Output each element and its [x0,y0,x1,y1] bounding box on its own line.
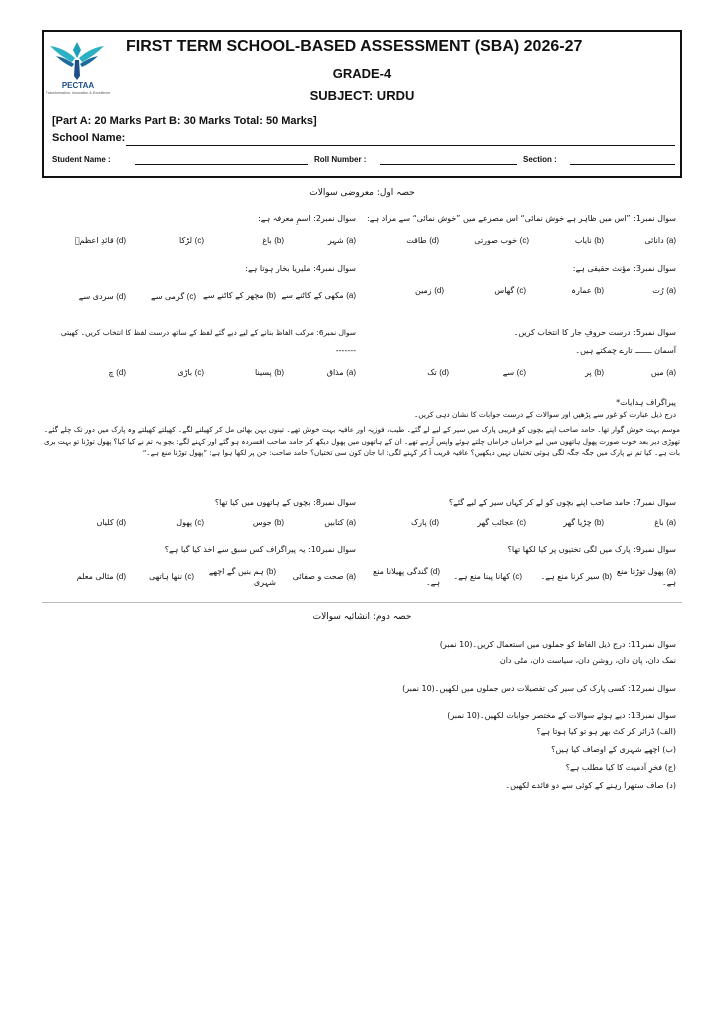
q8-option-a[interactable]: (a) کتابیں [324,518,356,527]
paragraph-direction: درج ذیل عبارت کو غور سے پڑھیں اور سوالات کے درست جوابات کا نشان دہی کریں۔ [413,410,676,419]
q5-text: سوال نمبر5: درست حروفِ جار کا انتخاب کریں۔ [513,328,676,337]
q7-option-b[interactable]: (b) چڑیا گھر [563,518,604,527]
q5-sentence: آسمان ـــــــ تارے چمکتے ہیں۔ [575,346,676,355]
section-divider [42,602,682,603]
q1-option-d[interactable]: (d) طاقت [406,236,439,245]
q10-option-b[interactable]: (b) ہم بنیں گے اچھے شہری [208,567,276,587]
roll-number-label: Roll Number : [314,155,367,164]
paragraph-instructions: پیراگراف ہدایات* [616,398,676,407]
assessment-title: FIRST TERM SCHOOL-BASED ASSESSMENT (SBA) 2026-27 [126,38,583,55]
q10-option-d[interactable]: (d) مثالی معلم [76,572,126,581]
q6-text: سوال نمبر6: مرکب الفاظ بنانے کے لیے دیے گئے لفظ کے ساتھ درست لفظ کا انتخاب کریں۔ کھیتی [60,328,356,337]
q2-option-a[interactable]: (a) شہر [327,236,356,245]
q8-option-c[interactable]: (c) پھول [176,518,204,527]
q10-text: سوال نمبر10: یہ پیراگراف کس سبق سے اخذ کیا گیا ہے؟ [164,545,356,554]
roll-number-field[interactable] [380,164,517,165]
logo-name: PECTAA [61,81,95,90]
q11-text: سوال نمبر11: درج ذیل الفاظ کو جملوں میں استعمال کریں۔(10 نمبر) [439,640,676,649]
q6-option-a[interactable]: (a) مذاق [326,368,356,377]
q13-part-c: (ج) فخرِ آدمیت کا کیا مطلب ہے؟ [565,763,676,772]
school-name-field[interactable] [126,145,675,146]
section-field[interactable] [570,164,675,165]
q10-option-c[interactable]: (c) ننھا ہاتھی [149,572,194,581]
q13-part-a: (الف) ڈرائر کر کٹ بھر ہو تو کیا ہوتا ہے؟ [536,727,676,736]
q4-option-a[interactable]: (a) مکھی کے کاٹنے سے [281,291,356,300]
q4-text: سوال نمبر4: ملیریا بخار ہوتا ہے: [245,264,356,273]
q2-option-d[interactable]: (d) قائدِ اعظمؒ [74,236,126,245]
q5-option-b[interactable]: (b) پر [585,368,604,377]
student-name-label: Student Name : [52,155,111,164]
student-name-field[interactable] [135,164,308,165]
q6-option-b[interactable]: (b) پسینا [255,368,284,377]
q8-text: سوال نمبر8: بچوں کے ہاتھوں میں کیا تھا؟ [214,498,356,507]
q7-option-a[interactable]: (a) باغ [654,518,676,527]
q8-option-d[interactable]: (d) کلیاں [96,518,126,527]
q13-part-b: (ب) اچھے شہری کے اوصاف کیا ہیں؟ [551,745,676,754]
grade-label: GRADE-4 [332,66,392,81]
q6-blank[interactable]: ------- [335,346,356,355]
reading-paragraph: موسم بہت خوش گوار تھا۔ حامد صاحب اپنے بچوں کو قریبی پارک میں سیر کے لیے لے گئے۔ طیب، فوزیہ اور عافیہ بہت خوش تھے۔ تینوں بہن بھائی مل کر کھیلنے لگے۔ کھیلتے کھیلتے وہ پارک میں دور تک چلے گئے۔ تھوڑی دیر بعد خوب صورت پھول ہاتھوں میں لیے خراماں خراماں چلتے ہوئے واپس آرہے تھے۔ ان کے ہاتھوں میں پھول دیکھ کر حامد صاحب افسردہ ہو گئے اور کہنے لگے: بچو یہ تم نے کیا کیا؟ پھول توڑنا تو بہت بری بات ہے۔ کیا تم نے پارک میں جگہ جگہ لگی ہوئی تختیاں نہیں دیکھیں؟ عافیہ قریب آ کر کہنے لگی: ابا جان کون سی تختیاں؟ حامد صاحب: جن پر لکھا ہوا ہے: ”پھول توڑنا منع ہے۔“ [44,425,680,457]
school-name-label: School Name: [52,132,126,144]
q8-option-b[interactable]: (b) جوس [252,518,284,527]
q3-option-a[interactable]: (a) رُت [652,286,676,295]
q1-option-b[interactable]: (b) نایاب [574,236,604,245]
q1-option-c[interactable]: (c) خوب صورتی [474,236,529,245]
q2-option-c[interactable]: (c) لڑکا [179,236,204,245]
q12-text: سوال نمبر12: کسی پارک کی سیر کی تفصیلات دس جملوں میں لکھیں۔(10 نمبر) [402,684,676,693]
subject-label: SUBJECT: URDU [309,88,415,103]
q3-option-d[interactable]: (d) زمین [415,286,444,295]
q9-option-c[interactable]: (c) کھانا پینا منع ہے۔ [453,572,522,581]
q6-option-c[interactable]: (c) باڑی [177,368,204,377]
q7-text: سوال نمبر7: حامد صاحب اپنے بچوں کو لے کر کہاں سیر کے لیے گئے؟ [448,498,676,507]
q4-option-d[interactable]: (d) سردی سے [78,292,126,301]
q2-text: سوال نمبر2: اسمِ معرفہ ہے: [258,214,356,223]
q1-text: سوال نمبر1: ”اس میں ظاہر ہے خوش نمائی“ اس مصرعے میں ”خوش نمائی“ سے مراد ہے: [367,214,676,223]
q6-option-d[interactable]: (d) چ [108,368,126,377]
part-a-heading: حصہ اول: معروضی سوالات [309,188,415,198]
q7-option-d[interactable]: (d) پارک [410,518,439,527]
q13-text: سوال نمبر13: دیے ہوئے سوالات کے مختصر جوابات لکھیں۔(10 نمبر) [447,711,676,720]
q11-words: نمک دان، پان دان، روشن دان، سیاست دان، مٹی دان [499,656,676,665]
q7-option-c[interactable]: (c) عجائب گھر [477,518,526,527]
q13-part-d: (د) صاف ستھرا رہنے کے کوئی سے دو فائدے لکھیں۔ [505,781,676,790]
q4-option-c[interactable]: (c) گرمی سے [151,292,196,301]
q9-option-b[interactable]: (b) سیر کرنا منع ہے۔ [540,572,612,581]
q3-option-c[interactable]: (c) گھاس [494,286,526,295]
section-label: Section : [523,155,557,164]
q1-option-a[interactable]: (a) دانائی [644,236,676,245]
q3-text: سوال نمبر3: مؤنث حقیقی ہے: [572,264,676,273]
q5-option-d[interactable]: (d) تک [427,368,449,377]
q2-option-b[interactable]: (b) باغ [262,236,284,245]
logo-tagline: Transformation, Innovation & Excellence [45,91,111,95]
q5-option-a[interactable]: (a) میں [650,368,676,377]
q4-option-b[interactable]: (b) مچھر کے کاٹنے سے [203,291,276,300]
marks-breakdown: [Part A: 20 Marks Part B: 30 Marks Total: 50 Marks] [52,115,317,127]
q9-text: سوال نمبر9: پارک میں لگی تختیوں پر کیا لکھا تھا؟ [507,545,676,554]
q3-option-b[interactable]: (b) عمارہ [571,286,604,295]
q5-option-c[interactable]: (c) سے [502,368,526,377]
q9-option-d[interactable]: (d) گندگی پھیلانا منع ہے۔ [372,567,440,587]
q9-option-a[interactable]: (a) پھول توڑنا منع ہے۔ [616,567,676,587]
part-b-heading: حصہ دوم: انشائیہ سوالات [312,612,412,622]
q10-option-a[interactable]: (a) صحت و صفائی [292,572,356,581]
